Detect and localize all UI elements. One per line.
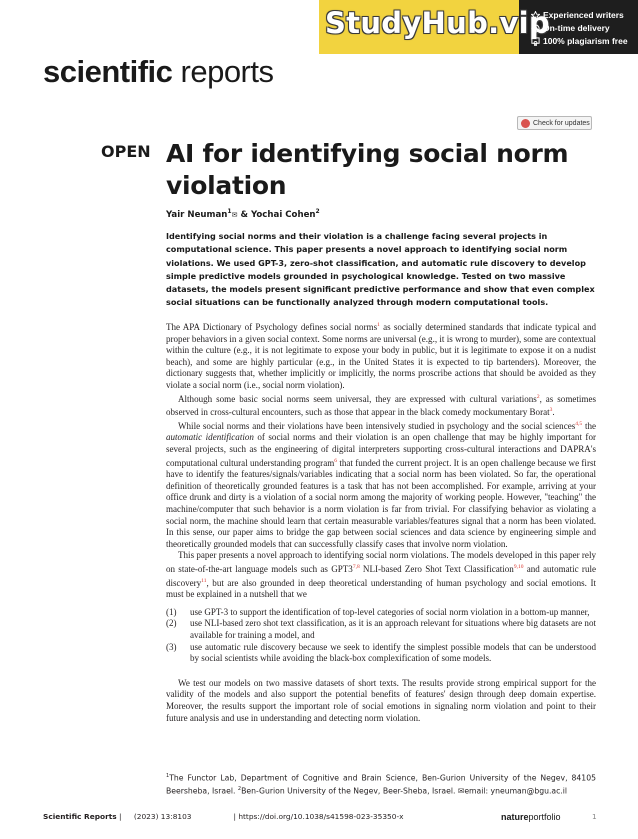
promo-logo-text: StudyHub.vip xyxy=(325,6,550,40)
paragraph: Although some basic social norms seem universal, they are expressed with cultural variations$^2$, as sometimes observed in cross-cultural encounters, such as those that appear in the black comedy mockumentary Borat$^3$. xyxy=(166,393,596,418)
star-icon xyxy=(531,11,540,20)
open-access-label: OPEN xyxy=(101,142,151,161)
footer-issue: (2023) 13:8103 xyxy=(133,812,192,821)
paragraph: The APA Dictionary of Psychology defines social norms$^1$ as socially determined standards that indicate typical and proper behaviors in a given social context. Some norms are universal (e.g., it is wrong to murder), some are contextual within the culture (e.g., it is not legitimate to expose your body in public, but it is legitimate to expose it on a nudist beach), and some are highly particular (e.g., in the United States it is expected to tip bartenders). Moreover, the dictionary suggests that, whether implicitly or implicitly, the norms proscribe actions that should be avoided as they violate a social norm (i.e., social norm violation). xyxy=(166,322,596,390)
affiliations: $^1$The Functor Lab, Department of Cognitive and Brain Science, Ben-Gurion University of the Negev, 84105 Beersheba, Israel. $^2$Ben-Gurion University of the Negev, Beer-Sheba, Israel. ✉email: yneuman@bgu.ac.il xyxy=(166,773,596,796)
mail-icon[interactable]: ✉ xyxy=(231,210,238,219)
article-title: AI for identifying social norm violation xyxy=(166,139,569,200)
email-link[interactable]: email: yneuman@bgu.ac.il xyxy=(464,786,568,796)
abstract: Identifying social norms and their violation is a challenge facing several projects in computational science. This paper presents a novel approach to identifying social norm violations. We used GPT-3, zero-shot classification, and automatic rule discovery to develop simple predictive models grounded in psychological knowledge. Tested on two massive datasets, the models present significant predictive performance and show that even complex social situations can be functionally analyzed through modern computational tools. xyxy=(166,231,595,308)
citation-link[interactable]: 1 xyxy=(377,322,380,328)
promo-feature-2: On-time delivery xyxy=(531,23,610,33)
list-item: (1) use GPT-3 to support the identification of top-level categories of social norm violation in a bottom-up manner, xyxy=(166,606,590,617)
page-number: 1 xyxy=(592,812,597,821)
mail-icon: ✉ xyxy=(457,786,465,796)
footer-journal: Scientific Reports xyxy=(43,812,117,821)
paragraph: We test our models on two massive datasets of short texts. The results provide strong empirical support for the validity of the models and also support the potential benefits of features' design through deep domain expertise. Moreover, the results support the important role of social emotions in signaling norm violation and point to their future analysis and use in understanding and detecting norm violation. xyxy=(166,677,596,723)
author-name[interactable]: Yochai Cohen xyxy=(250,209,316,220)
certificate-icon xyxy=(531,37,540,46)
article-body xyxy=(166,320,596,724)
promo-feature-1: Experienced writers xyxy=(531,10,624,20)
check-for-updates-button[interactable]: Check for updates xyxy=(517,116,592,130)
page-footer: Scientific Reports | (2023) 13:8103 | https://doi.org/10.1038/s41598-023-35350-x natureportfolio 1 xyxy=(43,811,597,822)
doi-link[interactable]: | https://doi.org/10.1038/s41598-023-35350-x xyxy=(233,812,404,821)
citation-link[interactable]: 4,5 xyxy=(575,420,583,427)
promo-feature-3: 100% plagiarism free xyxy=(531,36,628,46)
paragraph: This paper presents a novel approach to identifying social norm violations. The models developed in this paper rely on state-of-the-art language models such as GPT3$^{7,8}$ NLI-based Zero Shot Text Classification$^{9,10}$ and automatic rule discovery$^{11}$, but are also grounded in deep theoretical understanding of human psychology and social emotions. It must be explained in a nutshell that we xyxy=(166,550,596,600)
paragraph: While social norms and their violations have been intensively studied in psychology and the social sciences$^{4,5}$ the automatic identification of social norms and their violation is an open challenge that may be highly important for several projects, such as the engineering of digital interpreters supporting cross-cultural interactions and DAPRA's computational cultural understanding program$^6$ that funded the current project. It is an open challenge because we first have to identify the features/signals/variables indicating that a social norm has been violated. So far, the operational definition of theoretically grounded features is a task that has not been accomplished. For example, arriving at your office drunk and dirty is a violation of a social norm among the majority of working people. However, "teaching" the machine/computer that such behavior is a norm violation is far from trivial. For classifying behavior as violating a social norm, the machine should learn that certain measurable variables/features signal that a norm has been violated. In this sense, our paper aims to bridge the gap between social sciences and data science by engineering simple and theoretically grounded models that can successfully classify cases that involve norm violation. xyxy=(166,420,596,549)
author-list: Yair Neuman$^1$✉ & Yochai Cohen$^2$ xyxy=(166,208,320,220)
citation-link[interactable]: 11 xyxy=(201,577,207,584)
numbered-list xyxy=(166,607,596,665)
list-item: (2) use NLI-based zero shot text classification, as it is an approach relevant for situations where big datasets are not available for training a model, and xyxy=(166,618,596,640)
citation-link[interactable]: 9,10 xyxy=(513,563,524,570)
clock-icon xyxy=(531,24,540,33)
journal-logo[interactable]: scientific reports xyxy=(43,54,274,89)
publisher-logo: natureportfolio xyxy=(501,811,561,822)
list-item: (3) use automatic rule discovery because we seek to identify the simplest possible models that can be understood by social scientists while avoiding the black-box complexification of some models. xyxy=(166,641,596,664)
citation-link[interactable]: 6 xyxy=(334,457,337,464)
citation-link[interactable]: 2 xyxy=(536,393,540,400)
crossmark-icon xyxy=(521,119,530,128)
author-name[interactable]: Yair Neuman xyxy=(166,209,228,220)
citation-link[interactable]: 7,8 xyxy=(352,563,360,570)
promo-logo-block[interactable] xyxy=(319,0,550,54)
promo-banner[interactable] xyxy=(319,0,638,54)
citation-link[interactable]: 3 xyxy=(549,407,553,414)
